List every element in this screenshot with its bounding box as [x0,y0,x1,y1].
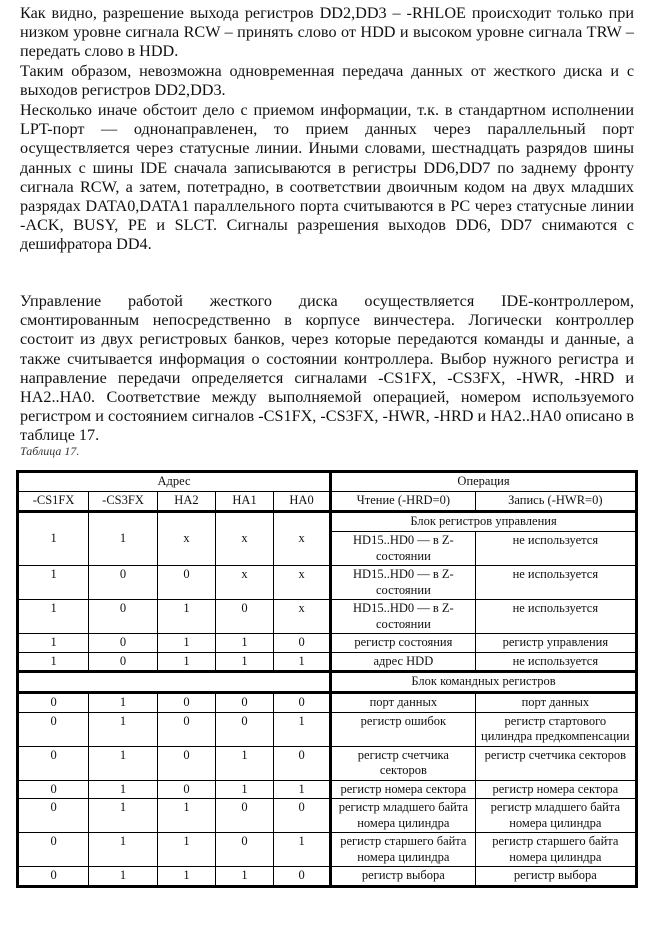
cell-ha0: 1 [274,712,331,746]
cell-cs3fx: 1 [89,780,158,799]
cell-write: регистр выбора [475,867,636,887]
cell-cs3fx: 1 [89,512,158,566]
address-group-header: Адрес [18,472,331,492]
cell-cs3fx: 1 [89,833,158,867]
cell-ha1: x [216,512,274,566]
section-row-control [18,512,637,532]
table-row [18,652,637,672]
cell-ha2: 0 [157,693,215,713]
cell-ha0: x [274,600,331,634]
cell-ha0: 0 [274,746,331,780]
section-row-command [18,672,637,693]
cell-ha2: x [157,512,215,566]
cell-ha1: x [216,566,274,600]
cell-cs3fx: 1 [89,712,158,746]
cell-ha1: 0 [216,600,274,634]
cell-ha1: 0 [216,693,274,713]
cell-write: порт данных [475,693,636,713]
cell-read: порт данных [331,693,476,713]
cell-cs3fx: 0 [89,634,158,653]
cell-cs3fx: 1 [89,867,158,887]
cell-read: регистр номера сектора [331,780,476,799]
column-header-ha2: HA2 [157,492,215,512]
cell-cs1fx: 1 [18,512,89,566]
cell-cs1fx: 1 [18,652,89,672]
cell-ha1: 1 [216,634,274,653]
cell-ha2: 1 [157,799,215,833]
cell-cs1fx: 0 [18,799,89,833]
cell-write: регистр управления [475,634,636,653]
cell-ha0: 0 [274,693,331,713]
cell-write: не используется [475,566,636,600]
cell-cs3fx: 1 [89,746,158,780]
table-caption: Таблица 17. [20,444,80,458]
table-row [18,712,637,746]
cell-read: HD15..HD0 — в Z-состоянии [331,566,476,600]
operation-group-header: Операция [331,472,637,492]
cell-ha0: 0 [274,799,331,833]
cell-cs1fx: 0 [18,867,89,887]
cell-write: регистр номера сектора [475,780,636,799]
cell-cs1fx: 0 [18,780,89,799]
section-header-command: Блок командных регистров [331,672,637,693]
cell-ha0: 0 [274,634,331,653]
paragraph-register-output: Как видно, разрешение выхода регистров DD2,DD3 – -RHLOE происходит только при низком уровне сигнала RCW – принять слово от HDD и высоком уровне сигнала TRW – передать слово в HDD. [20,4,634,61]
table-row [18,693,637,713]
cell-ha2: 0 [157,566,215,600]
cell-read: регистр младшего байта номера цилиндра [331,799,476,833]
section-header-control: Блок регистров управления [331,512,637,532]
column-header-cs3fx: -CS3FX [89,492,158,512]
cell-ha2: 1 [157,652,215,672]
cell-ha2: 1 [157,634,215,653]
cell-cs3fx: 1 [89,799,158,833]
cell-write: не используется [475,532,636,566]
cell-cs1fx: 0 [18,712,89,746]
cell-ha1: 0 [216,799,274,833]
cell-cs1fx: 1 [18,634,89,653]
paragraph-ide-controller: Управление работой жесткого диска осуществляется IDE-контроллером, смонтированным непосредственно в корпусе винчестера. Логически контроллер состоит из двух регистровых банков, через которые передаются команды и данные, а также считывается информация о состоянии контроллера. Выбор нужного регистра и направление передачи определяется сигналами -CS1FX, -CS3FX, -HWR, -HRD и HA2..HA0. Соответствие между выполняемой операцией, номером используемого регистром и состоянием сигналов -CS1FX, -CS3FX, -HWR, -HRD и HA2..HA0 описано в таблице 17. [20,292,634,445]
cell-read: регистр выбора [331,867,476,887]
cell-ha1: 1 [216,652,274,672]
cell-read: HD15..HD0 — в Z-состоянии [331,532,476,566]
cell-ha2: 1 [157,867,215,887]
cell-cs3fx: 0 [89,652,158,672]
cell-read: HD15..HD0 — в Z-состоянии [331,600,476,634]
cell-cs3fx: 0 [89,566,158,600]
paragraph-receiving-data: Несколько иначе обстоит дело с приемом информации, т.к. в стандартном исполнении LPT-порт — однонаправленен, то прием данных через параллельный порт осуществляется через статусные линии. Иными словами, шестнадцать разрядов шины данных с шины IDE сначала записываются в регистры DD6,DD7 по заднему фронту сигнала RCW, а затем, потетрадно, в соответствии двоичным кодом на двух младших разрядах DATA0,DATA1 параллельного порта считываются в PC через статусные линии -ACK, BUSY, PE и SLCT. Сигналы разрешения выходов DD6, DD7 снимаются с дешифратора DD4. [20,101,634,254]
cell-write: регистр старшего байта номера цилиндра [475,833,636,867]
cell-ha1: 1 [216,780,274,799]
cell-write: не используется [475,652,636,672]
cell-ha1: 0 [216,833,274,867]
table-row [18,799,637,833]
table-row [18,600,637,634]
cell-ha0: x [274,512,331,566]
cell-cs1fx: 0 [18,833,89,867]
cell-ha2: 1 [157,833,215,867]
cell-cs3fx: 1 [89,693,158,713]
column-header-ha0: HA0 [274,492,331,512]
cell-write: регистр стартового цилиндра предкомпенсации [475,712,636,746]
cell-ha0: 0 [274,867,331,887]
cell-ha0: 1 [274,780,331,799]
cell-read: регистр старшего байта номера цилиндра [331,833,476,867]
cell-write: регистр младшего байта номера цилиндра [475,799,636,833]
register-table [16,470,638,888]
cell-cs3fx: 0 [89,600,158,634]
cell-ha2: 0 [157,780,215,799]
cell-read: регистр счетчика секторов [331,746,476,780]
cell-cs1fx: 0 [18,693,89,713]
table-row [18,746,637,780]
table-row [18,566,637,600]
cell-ha2: 0 [157,712,215,746]
cell-write: не используется [475,600,636,634]
table-row [18,833,637,867]
cell-read: регистр ошибок [331,712,476,746]
paragraph-simultaneous-transfer: Таким образом, невозможна одновременная передача данных от жесткого диска и с выходов регистров DD2,DD3. [20,62,634,100]
column-header-read: Чтение (-HRD=0) [331,492,476,512]
column-header-write: Запись (-HWR=0) [475,492,636,512]
cell-read: регистр состояния [331,634,476,653]
cell-cs1fx: 1 [18,600,89,634]
cell-cs1fx: 0 [18,746,89,780]
cell-ha0: 1 [274,652,331,672]
cell-ha2: 0 [157,746,215,780]
table-row [18,867,637,887]
cell-ha0: 1 [274,833,331,867]
section-spacer [18,672,331,693]
table-row [18,634,637,653]
table-row [18,780,637,799]
cell-cs1fx: 1 [18,566,89,600]
cell-read: адрес HDD [331,652,476,672]
cell-ha0: x [274,566,331,600]
column-header-ha1: HA1 [216,492,274,512]
cell-ha1: 1 [216,746,274,780]
cell-ha2: 1 [157,600,215,634]
column-header-cs1fx: -CS1FX [18,492,89,512]
cell-write: регистр счетчика секторов [475,746,636,780]
cell-ha1: 0 [216,712,274,746]
cell-ha1: 1 [216,867,274,887]
